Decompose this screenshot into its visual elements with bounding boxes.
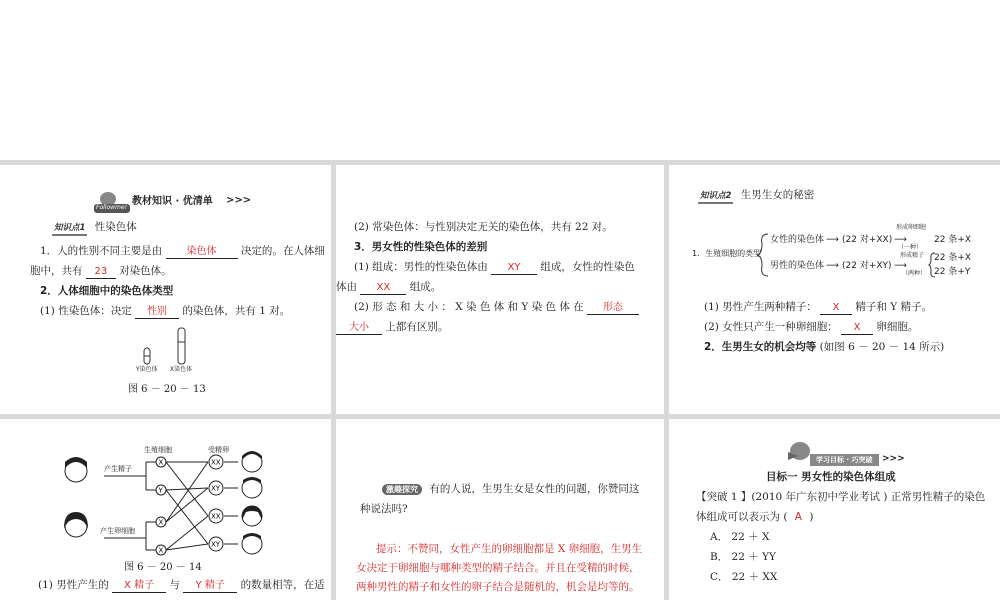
arrow-icon: ⟶ bbox=[894, 261, 907, 271]
grid-divider-right bbox=[664, 160, 669, 600]
subheading: 2．人体细胞中的染色体类型 bbox=[40, 285, 174, 297]
figure-caption: 图 6 － 20 － 13 bbox=[128, 384, 206, 395]
question-text: 胞中，共有 bbox=[30, 265, 83, 277]
option-a[interactable]: A． 22 ＋ X bbox=[710, 531, 770, 543]
slide-panel-3 bbox=[670, 186, 998, 412]
form-egg-label: 形成卵细胞 bbox=[896, 224, 927, 231]
brace-icon bbox=[756, 232, 770, 278]
question-text: (1) 性染色体：决定 bbox=[40, 305, 132, 317]
svg-text:XX: XX bbox=[211, 512, 221, 521]
topic-title: 性染色体 bbox=[94, 221, 137, 233]
question-text: 对染色体。 bbox=[119, 265, 172, 277]
question-text: 体组成可以表示为 ( bbox=[696, 511, 788, 523]
explore-chip: 激趣探究 bbox=[382, 484, 422, 495]
question-text: (2) 形 态 和 大 小 ： X 染 色 体 和 Y 染 色 体 在 bbox=[354, 301, 584, 313]
question-text: 与 bbox=[169, 579, 180, 591]
slide-panel-5 bbox=[346, 480, 662, 598]
svg-text:XX: XX bbox=[211, 458, 221, 467]
svg-text:XY: XY bbox=[211, 540, 221, 549]
svg-text:XY: XY bbox=[211, 484, 221, 493]
result-sperm-x: 22 条+X bbox=[934, 253, 972, 263]
question-text: 精子和 Y 精子。 bbox=[855, 301, 933, 313]
slide-panel-4 bbox=[0, 420, 331, 600]
question-text: 1．人的性别不同主要是由 bbox=[40, 245, 163, 257]
answer-blank: X 精子 bbox=[112, 579, 166, 593]
followme-badge: Followme! bbox=[96, 204, 127, 211]
answer-blank: 形态 bbox=[587, 301, 639, 315]
one-kind-label: （一种） bbox=[898, 244, 923, 251]
knowledge-tag: 知识点2 bbox=[698, 191, 733, 204]
question-text: 卵细胞。 bbox=[876, 321, 919, 333]
autosome-text: (2) 常染色体：与性别决定无关的染色体，共有 22 对。 bbox=[354, 221, 613, 233]
banner-title: 学习目标 · 巧突破 bbox=[810, 454, 879, 466]
y-chromosome-label: Y染色体 bbox=[136, 366, 158, 373]
germ-cell-label: 生殖细胞 bbox=[144, 446, 172, 454]
question-text: 【突破 1 】(2010 年广东初中学业考试 ) 正常男性精子的染色 bbox=[696, 491, 986, 503]
svg-text:Y: Y bbox=[158, 486, 163, 495]
question-text: (1) 组成：男性的性染色体由 bbox=[354, 261, 488, 273]
answer-hint: 两种男性的精子和女性的卵子结合是随机的，机会是均等的。 bbox=[356, 581, 640, 593]
grid-divider-top bbox=[0, 160, 1000, 165]
svg-text:X: X bbox=[158, 458, 164, 467]
slide-panel-1 bbox=[30, 190, 325, 412]
question-text: (1) 男性产生的 bbox=[38, 579, 109, 591]
x-chromosome-label: X染色体 bbox=[170, 366, 193, 373]
question-text: 种说法吗? bbox=[360, 503, 408, 515]
result-sperm-y: 22 条+Y bbox=[934, 267, 971, 277]
answer-hint: 女决定于卵细胞与哪种类型的精子结合。并且在受精的时候， bbox=[356, 562, 640, 574]
make-egg-label: 产生卵细胞 bbox=[100, 527, 135, 535]
svg-text:X: X bbox=[158, 518, 164, 527]
answer-blank: 染色体 bbox=[166, 245, 238, 259]
question-text: 体由 bbox=[336, 281, 357, 293]
two-kinds-label: （两种） bbox=[902, 270, 927, 277]
question-text: 上都有区别。 bbox=[385, 321, 449, 333]
answer-blank: Y 精子 bbox=[183, 579, 237, 593]
section-banner bbox=[92, 190, 262, 216]
option-c[interactable]: C． 22 ＋ XX bbox=[710, 571, 778, 583]
male-formula: (22 对+XY) bbox=[842, 261, 892, 271]
female-set-label: 女性的染色体 bbox=[770, 235, 825, 245]
question-text: 的数量相等，在适 bbox=[240, 579, 325, 591]
answer-blank: XY bbox=[491, 261, 537, 275]
question-text: 有的人说，生男生女是女性的问题，你赞同这 bbox=[429, 483, 640, 495]
topic-title: 生男生女的秘密 bbox=[740, 189, 815, 201]
arrow-icon: ⟶ bbox=[826, 235, 839, 245]
result-egg: 22 条+X bbox=[934, 235, 972, 245]
banner-title: 教材知识 · 优清单 bbox=[132, 196, 213, 207]
question-text: 的染色体，共有 1 对。 bbox=[182, 305, 291, 317]
make-sperm-label: 产生精子 bbox=[104, 465, 132, 473]
answer-choice: A bbox=[794, 511, 802, 523]
grid-divider-middle bbox=[0, 414, 1000, 419]
question-text: (2) 女性只产生一种卵细胞： bbox=[704, 321, 838, 333]
figure-caption: 图 6 － 20 － 14 bbox=[124, 562, 202, 573]
arrow-icon: ⟶ bbox=[826, 261, 839, 271]
inheritance-diagram bbox=[58, 444, 331, 564]
question-text: ) bbox=[809, 511, 814, 523]
question-text: (1) 男性产生两种精子： bbox=[704, 301, 817, 313]
fertilized-egg-label: 受精卵 bbox=[208, 446, 229, 454]
question-text: 决定的。在人体细 bbox=[240, 245, 325, 257]
male-set-label: 男性的染色体 bbox=[770, 261, 825, 271]
question-text: 组成，女性的性染色 bbox=[540, 261, 635, 273]
slide-panel-6 bbox=[680, 440, 998, 600]
answer-hint: 提示：不赞同，女性产生的卵细胞都是 X 卵细胞，生男生 bbox=[376, 543, 643, 555]
female-formula: (22 对+XX) bbox=[842, 235, 893, 245]
option-b[interactable]: B． 22 ＋ YY bbox=[710, 551, 776, 563]
knowledge-tag: 知识点1 bbox=[52, 223, 87, 236]
answer-blank: XX bbox=[360, 281, 406, 295]
svg-text:X: X bbox=[158, 546, 164, 555]
diagram-label: 1．生殖细胞的类型 bbox=[692, 249, 762, 258]
germ-cell-diagram bbox=[670, 224, 998, 280]
arrow-icon: ⟶ bbox=[894, 235, 907, 245]
slide-panel-2 bbox=[336, 218, 662, 408]
answer-blank: 性别 bbox=[135, 305, 179, 319]
answer-blank: 大小 bbox=[336, 321, 382, 335]
form-sperm-label: 形成精子 bbox=[900, 252, 925, 259]
answer-blank: X bbox=[841, 321, 873, 335]
subheading: 2．生男生女的机会均等 bbox=[704, 341, 817, 353]
figure-reference: (如图 6 － 20 － 14 所示) bbox=[819, 341, 945, 353]
banner-arrows: >>> bbox=[882, 454, 905, 464]
section-banner bbox=[784, 440, 914, 466]
target-heading: 目标一 男女性的染色体组成 bbox=[766, 471, 896, 483]
banner-arrows: >>> bbox=[226, 195, 252, 206]
answer-blank: 23 bbox=[86, 265, 116, 279]
question-text: 组成。 bbox=[409, 281, 442, 293]
answer-blank: X bbox=[820, 301, 852, 315]
subheading: 3．男女性的性染色体的差别 bbox=[354, 241, 488, 253]
